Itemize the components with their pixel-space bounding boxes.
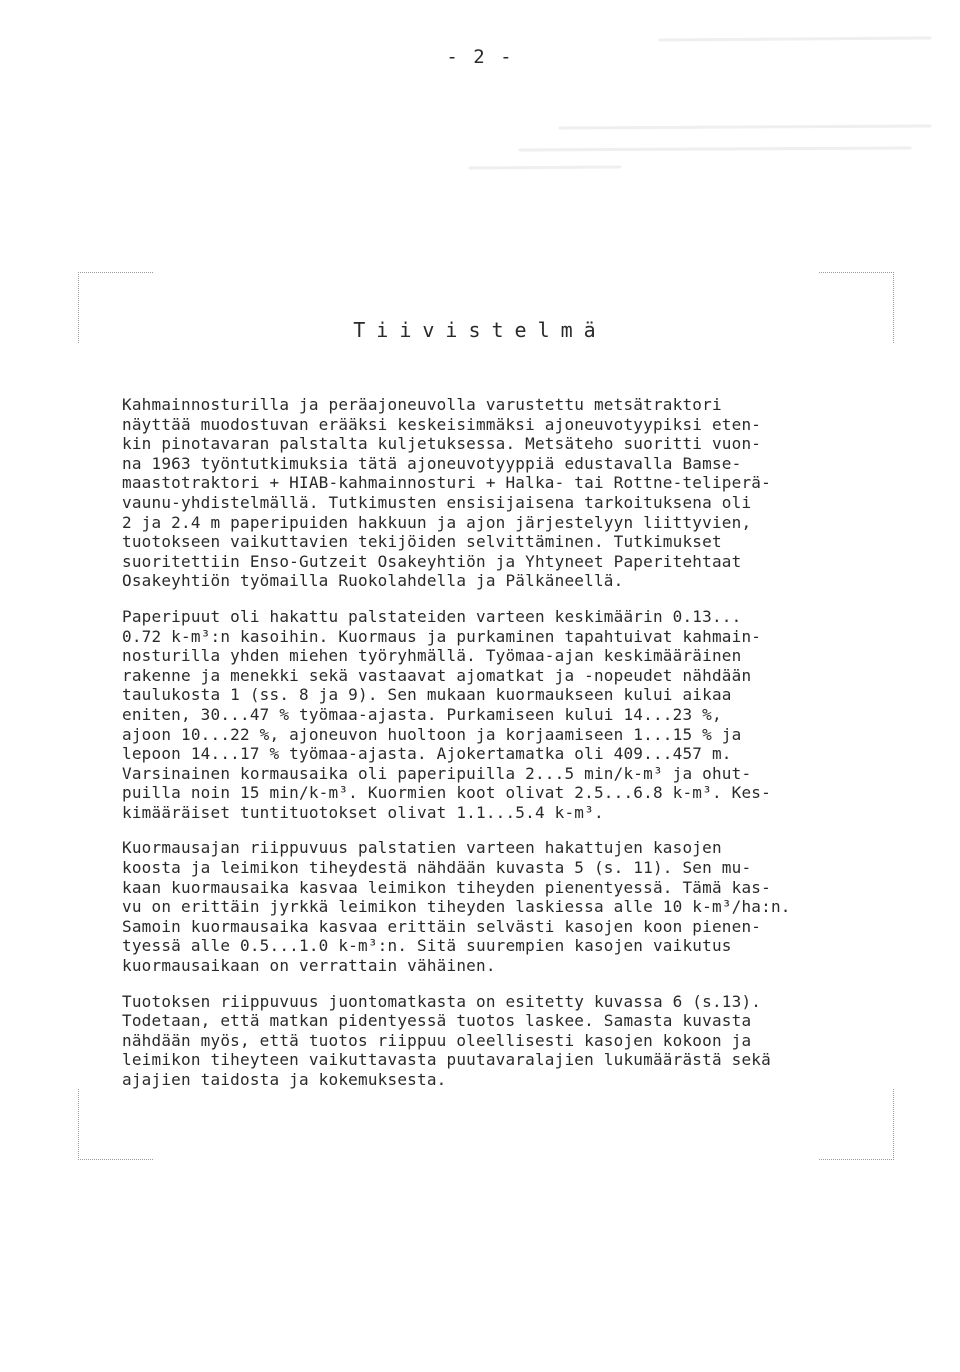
text-line: lepoon 14...17 % työmaa-ajasta. Ajokertamatka oli 409...457 m. <box>122 744 732 764</box>
text-line: taulukosta 1 (ss. 8 ja 9). Sen mukaan kuormaukseen kului aikaa <box>122 685 732 705</box>
text-line: puilla noin 15 min/k-m³. Kuormien koot olivat 2.5...6.8 k-m³. Kes- <box>122 783 771 803</box>
text-line: vaunu-yhdistelmällä. Tutkimusten ensisijaisena tarkoituksena oli <box>122 492 752 512</box>
text-line: eniten, 30...47 % työmaa-ajasta. Purkamiseen kului 14...23 %, <box>122 704 722 724</box>
text-line: leimikon tiheyteen vaikuttavasta puutavaralajien lukumäärästä sekä <box>122 1050 771 1070</box>
paragraph-1 <box>122 395 852 591</box>
text-line: Varsinainen kormausaika oli paperipuilla 2...5 min/k-m³ ja ohut- <box>122 763 752 783</box>
paragraph-2 <box>122 607 852 823</box>
text-line: 2 ja 2.4 m paperipuiden hakkuun ja ajon järjestelyyn liittyvien, <box>122 512 752 532</box>
text-line: nosturilla yhden miehen työryhmällä. Työmaa-ajan keskimääräinen <box>122 646 742 666</box>
text-line: kimääräiset tuntituotokset olivat 1.1...5.4 k-m³. <box>122 802 604 822</box>
text-line: vu on erittäin jyrkkä leimikon tiheyden laskiessa alle 10 k-m³/ha:n. <box>122 897 791 917</box>
text-line: rakenne ja menekki sekä vastaavat ajomatkat ja -nopeudet nähdään <box>122 665 752 685</box>
text-line: Tuotoksen riippuvuus juontomatkasta on esitetty kuvassa 6 (s.13). <box>122 991 762 1011</box>
text-line: 0.72 k-m³:n kasoihin. Kuormaus ja purkaminen tapahtuivat kahmain- <box>122 626 762 646</box>
paragraph-4 <box>122 992 852 1090</box>
text-line: ajajien taidosta ja kokemuksesta. <box>122 1070 447 1089</box>
text-line: tyessä alle 0.5...1.0 k-m³:n. Sitä suurempien kasojen vaikutus <box>122 936 732 956</box>
text-line: tuotokseen vaikuttavien tekijöiden selvittäminen. Tutkimukset <box>122 532 722 552</box>
page-number: - 2 - <box>446 46 514 68</box>
text-line: Osakeyhtiön työmailla Ruokolahdella ja Pälkäneellä. <box>122 571 624 591</box>
summary-heading: Tiivistelmä <box>353 318 607 342</box>
text-line: maastotraktori + HIAB-kahmainnosturi + Halka- tai Rottne-teliperä- <box>122 473 771 493</box>
text-line: Kahmainnosturilla ja peräajoneuvolla varustettu metsätraktori <box>122 395 722 414</box>
paragraph-3 <box>122 838 852 975</box>
text-line: suoritettiin Enso-Gutzeit Osakeyhtiön ja Yhtyneet Paperitehtaat <box>122 551 742 571</box>
text-line: koosta ja leimikon tiheydestä nähdään kuvasta 5 (s. 11). Sen mu- <box>122 858 752 878</box>
text-line: na 1963 työntutkimuksia tätä ajoneuvotyyppiä edustavalla Bamse- <box>122 453 742 473</box>
text-line: nähdään myös, että tuotos riippuu oleellisesti kasojen kokoon ja <box>122 1030 752 1050</box>
text-line: ajoon 10...22 %, ajoneuvon huoltoon ja korjaamiseen 1...15 % ja <box>122 724 742 744</box>
text-line: kuormausaikaan on verrattain vähäinen. <box>122 956 496 976</box>
text-line: Todetaan, että matkan pidentyessä tuotos laskee. Samasta kuvasta <box>122 1011 752 1031</box>
summary-body <box>122 395 852 1106</box>
text-line: kaan kuormausaika kasvaa leimikon tiheyden pienentyessä. Tämä kas- <box>122 877 771 897</box>
text-line: näyttää muodostuvan erääksi keskeisimmäksi ajoneuvotyypiksi eten- <box>122 414 762 434</box>
text-line: Samoin kuormausaika kasvaa erittäin selvästi kasojen koon pienen- <box>122 916 762 936</box>
text-line: Paperipuut oli hakattu palstateiden varteen keskimäärin 0.13... <box>122 606 742 626</box>
text-line: Kuormausajan riippuvuus palstatien varteen hakattujen kasojen <box>122 838 722 858</box>
text-line: kin pinotavaran palstalta kuljetuksessa. Metsäteho suoritti vuon- <box>122 434 762 454</box>
show-through-marks <box>0 0 960 240</box>
